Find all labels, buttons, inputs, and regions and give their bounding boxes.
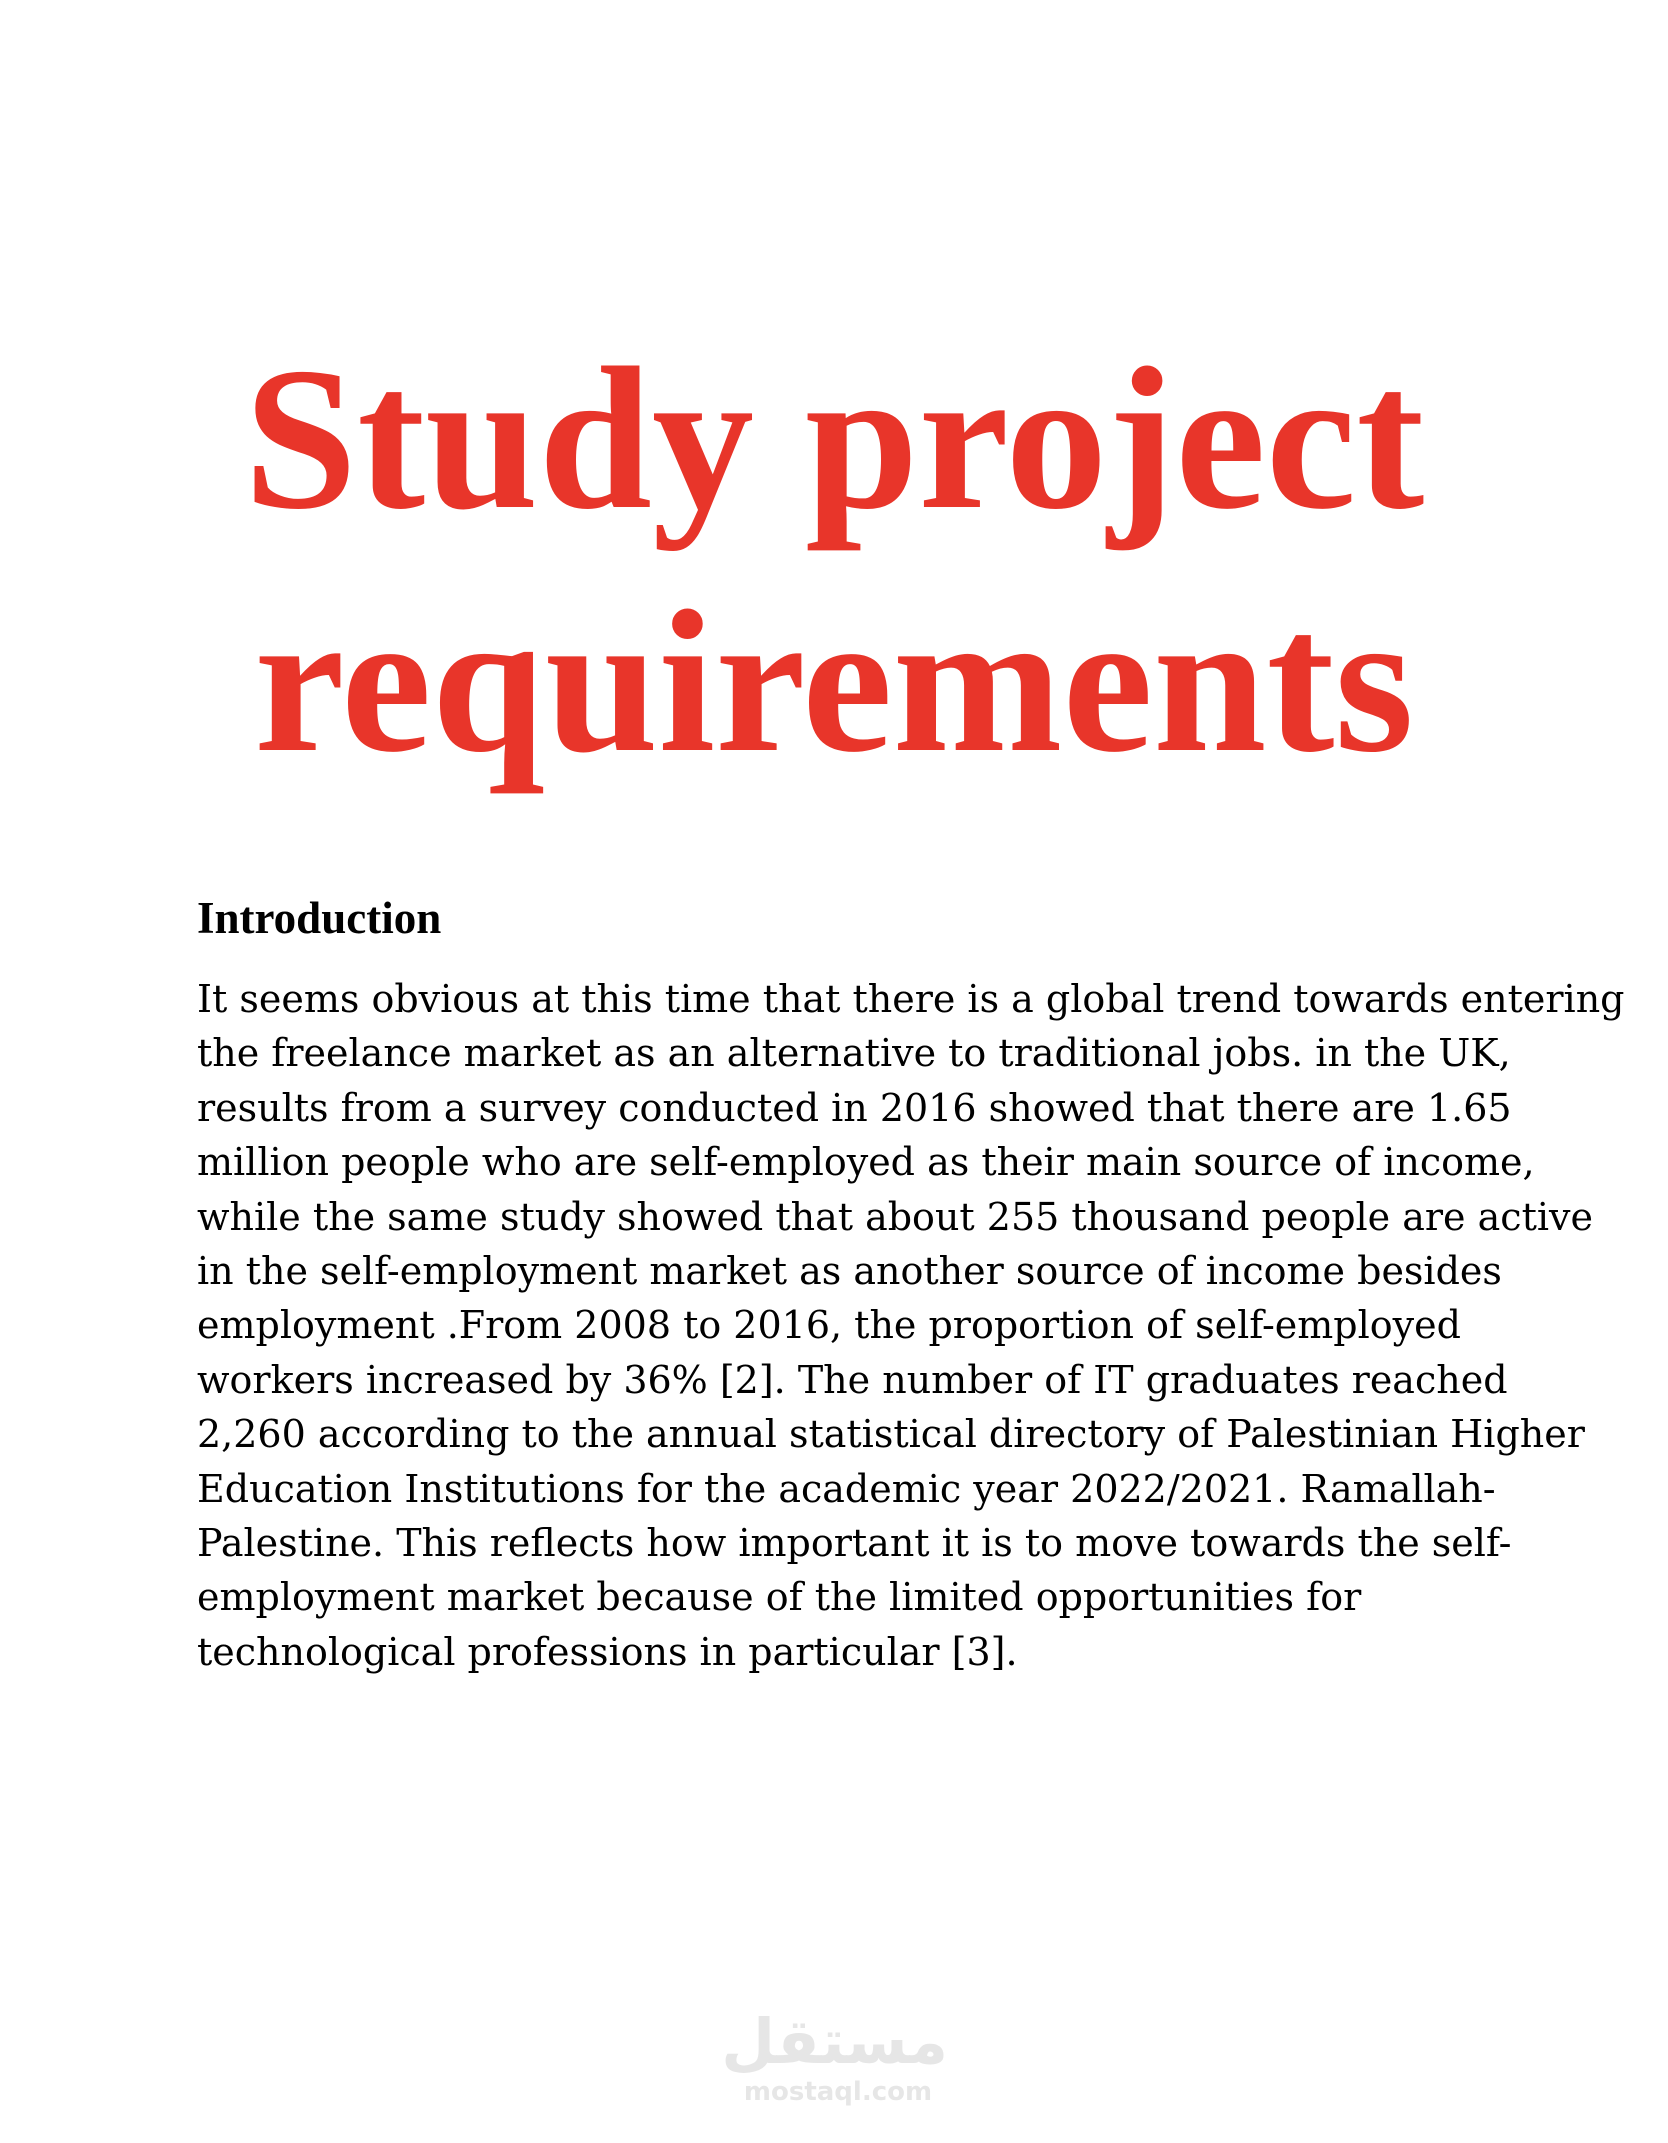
mostaql-watermark	[721, 2005, 948, 2107]
paragraph-line: workers increased by 36% [2]. The number of IT graduates reached	[197, 1357, 1508, 1402]
watermark-domain: mostaql.com	[743, 2077, 933, 2107]
paragraph-line: in the self-employment market as another source of income besides	[197, 1249, 1502, 1294]
paragraph-line: million people who are self-employed as their main source of income,	[197, 1140, 1535, 1185]
paragraph-line: the freelance market as an alternative to traditional jobs. in the UK,	[197, 1031, 1511, 1076]
paragraph-line: employment .From 2008 to 2016, the proportion of self-employed	[197, 1303, 1461, 1348]
paragraph-line: results from a survey conducted in 2016 showed that there are 1.65	[197, 1085, 1512, 1130]
document-title	[0, 318, 1668, 804]
section-heading: Introduction	[197, 893, 442, 943]
paragraph-line: technological professions in particular [3].	[197, 1629, 1018, 1674]
paragraph-line: 2,260 according to the annual statistical directory of Palestinian Higher	[197, 1412, 1585, 1457]
introduction-paragraph	[197, 972, 1625, 1679]
title-line-1: Study project	[243, 326, 1425, 552]
paragraph-line: It seems obvious at this time that there is a global trend towards entering	[197, 977, 1625, 1021]
title-line-2: requirements	[254, 569, 1414, 795]
paragraph-line: while the same study showed that about 255 thousand people are active	[197, 1194, 1593, 1239]
paragraph-line: employment market because of the limited opportunities for	[197, 1575, 1362, 1620]
paragraph-line: Education Institutions for the academic year 2022/2021. Ramallah-	[197, 1466, 1496, 1511]
watermark-arabic-logo: مستقل	[721, 2005, 948, 2078]
paragraph-line: Palestine. This reflects how important it is to move towards the self-	[197, 1521, 1512, 1566]
